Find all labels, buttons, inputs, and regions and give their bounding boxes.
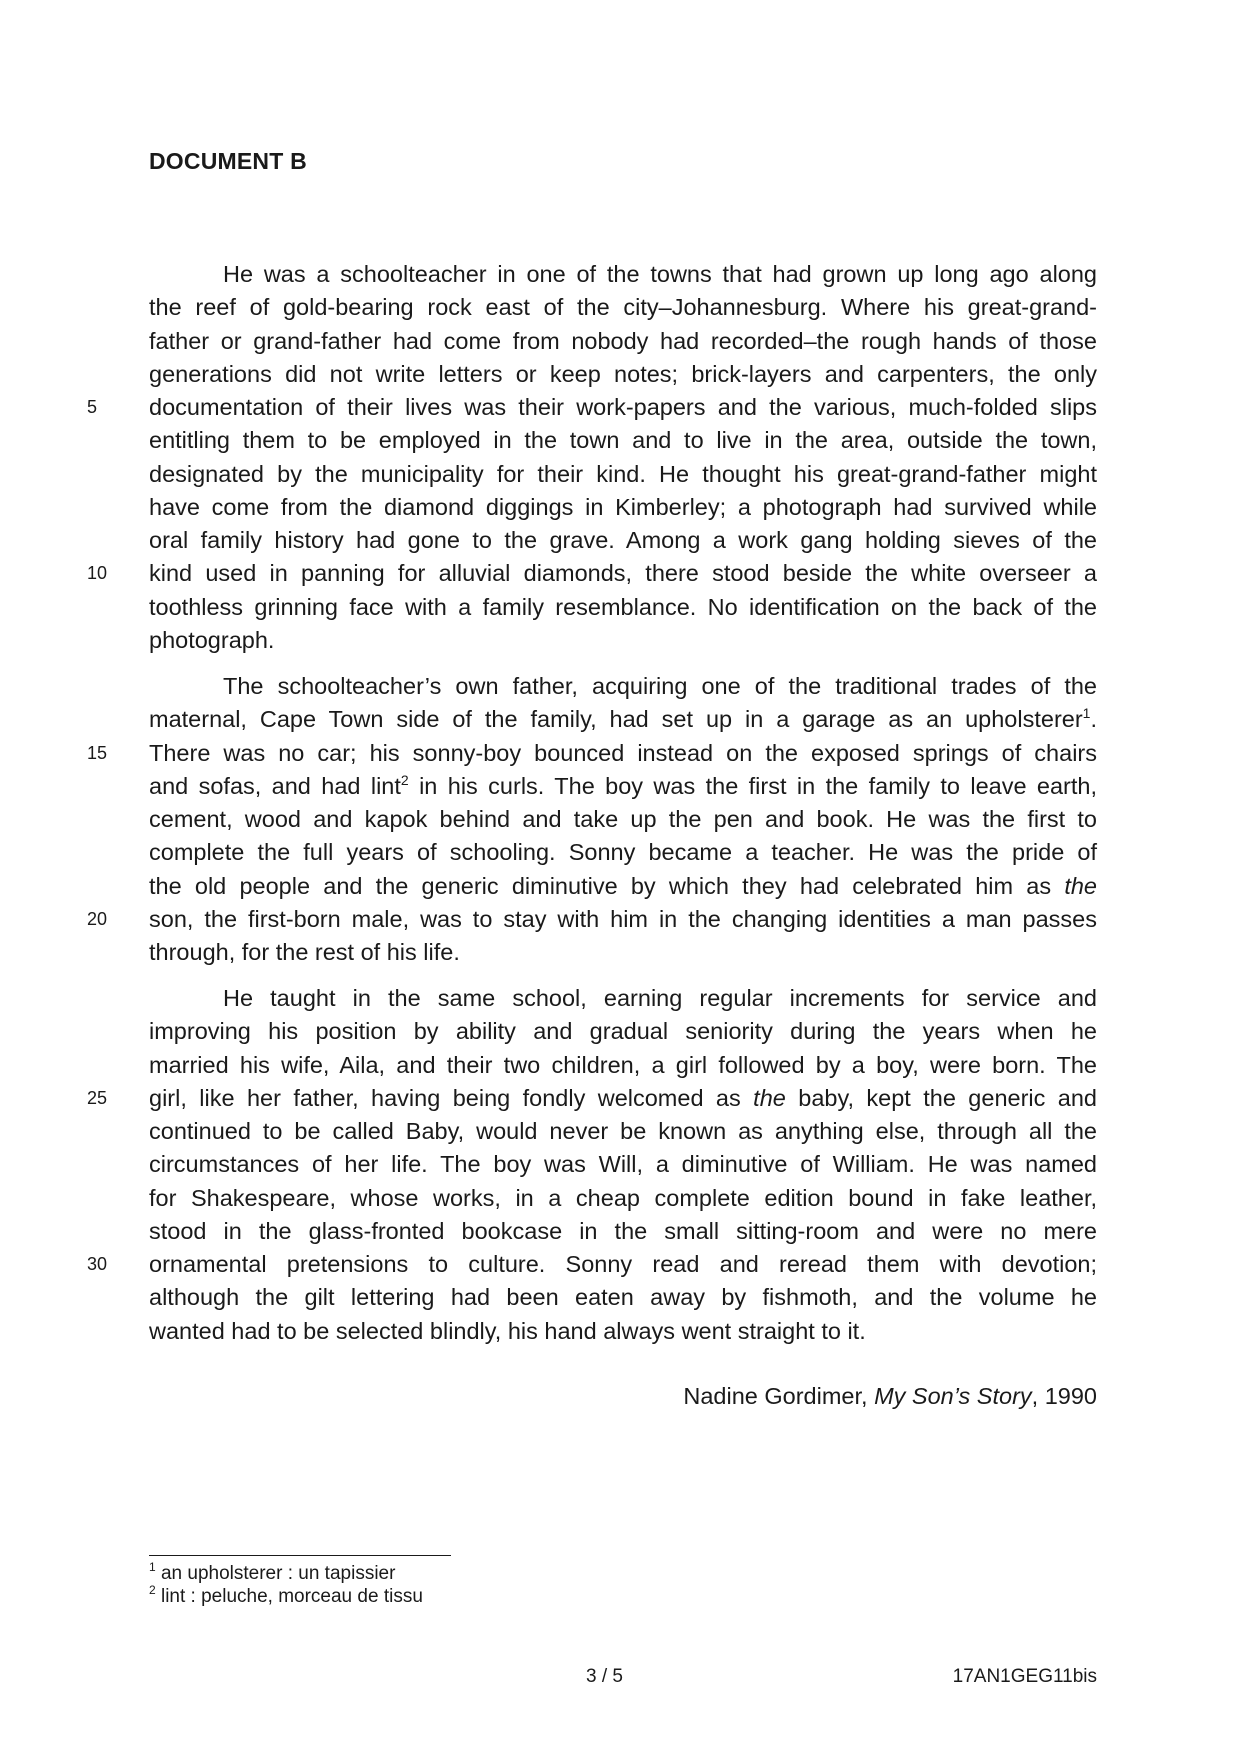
line-text: through, for the rest of his life. — [149, 939, 460, 965]
line-text: girl, like her father, having being fondly welcomed as — [149, 1084, 754, 1111]
line-text: father or grand-father had come from nobody had recorded–the rough hands of those — [149, 327, 1097, 354]
text-line — [149, 358, 1097, 391]
footnote-text: an upholsterer : un tapissier — [155, 1563, 396, 1584]
line-text-continued: . — [1090, 706, 1097, 733]
line-text: He was a schoolteacher in one of the towns that had grown up long ago along — [223, 261, 1097, 287]
line-text: maternal, Cape Town side of the family, had set up in a garage as an upholsterer — [149, 706, 1083, 733]
line-text: continued to be called Baby, would never be known as anything else, through all the — [149, 1118, 1097, 1144]
text-line — [149, 591, 1097, 624]
document-code: 17AN1GEG11bis — [952, 1666, 1097, 1687]
text-line — [149, 524, 1097, 557]
line-text: improving his position by ability and gradual seniority during the years when he — [149, 1018, 1097, 1045]
line-text: toothless grinning face with a family resemblance. No identification on the back of the — [149, 593, 1097, 620]
text-line — [149, 1148, 1097, 1181]
text-line — [149, 624, 1097, 657]
text-line — [149, 803, 1097, 836]
line-number: 20 — [87, 908, 108, 929]
paragraph-1 — [87, 258, 1097, 657]
line-text: generations did not write letters or keep notes; brick-layers and carpenters, the only — [149, 360, 1097, 387]
line-text: the old people and the generic diminutive by which they had celebrated him as — [149, 872, 1052, 899]
footnote — [149, 1562, 423, 1585]
text-line — [149, 424, 1097, 457]
footnote-text: lint : peluche, morceau de tissu — [155, 1586, 423, 1607]
line-text: have come from the diamond diggings in Kimberley; a photograph had survived while — [149, 493, 1097, 520]
text-line — [149, 870, 1097, 903]
line-text: There was no car; his sonny-boy bounced instead on the exposed springs of chairs — [149, 739, 1097, 766]
line-text: photograph. — [149, 626, 275, 653]
line-text: and sofas, and had lint — [149, 772, 401, 799]
citation-title: My Son’s Story — [874, 1383, 1032, 1409]
footnotes — [149, 1562, 423, 1608]
text-line — [149, 670, 1097, 703]
line-number: 30 — [87, 1254, 108, 1274]
text-line — [87, 557, 1097, 590]
citation-author: Nadine Gordimer, — [683, 1383, 875, 1409]
line-number: 10 — [87, 563, 108, 584]
line-text: the reef of gold-bearing rock east of the city–Johannesburg. Where his great-grand- — [149, 294, 1097, 321]
text-line — [149, 1049, 1097, 1082]
text-line — [149, 982, 1097, 1015]
line-text: oral family history had gone to the grave. Among a work gang holding sieves of the — [149, 527, 1097, 553]
text-line — [149, 325, 1097, 358]
paragraph-3 — [87, 982, 1097, 1348]
paragraph-2 — [87, 670, 1098, 969]
line-text: stood in the glass-fronted bookcase in the small sitting-room and were no mere — [149, 1217, 1097, 1244]
line-text: He taught in the same school, earning regular increments for service and — [223, 985, 1097, 1011]
text-line — [149, 258, 1097, 291]
text-line — [149, 836, 1097, 869]
text-line — [149, 936, 1097, 969]
line-text: circumstances of her life. The boy was Will, a diminutive of William. He was named — [149, 1151, 1097, 1178]
line-text: entitling them to be employed in the town and to live in the area, outside the town, — [149, 427, 1097, 454]
text-line — [149, 1281, 1097, 1314]
line-text: married his wife, Aila, and their two children, a girl followed by a boy, were born. The — [149, 1051, 1097, 1078]
line-number: 25 — [87, 1087, 108, 1108]
text-line — [87, 391, 1097, 424]
footnote-divider — [149, 1555, 451, 1556]
footnote — [149, 1585, 423, 1608]
footnote-mark: 2 — [149, 1583, 156, 1597]
text-line — [87, 1248, 1097, 1281]
citation-year: , 1990 — [1031, 1383, 1097, 1409]
text-line — [149, 291, 1097, 324]
line-text: kind used in panning for alluvial diamonds, there stood beside the white overseer a — [149, 560, 1097, 587]
emphasis: the — [1064, 872, 1097, 899]
text-line — [87, 903, 1097, 936]
document-heading: DOCUMENT B — [149, 148, 307, 174]
line-text-continued: in his curls. The boy was the first in the family to leave earth, — [408, 772, 1098, 799]
footnote-reference: 2 — [400, 771, 409, 788]
text-line — [149, 491, 1097, 524]
text-line — [149, 703, 1097, 736]
text-line — [149, 1215, 1097, 1248]
line-text-continued: baby, kept the generic and — [785, 1084, 1097, 1111]
line-text: designated by the municipality for their kind. He thought his great-grand-father might — [149, 460, 1097, 487]
line-text: documentation of their lives was their work-papers and the various, much-folded slips — [149, 394, 1097, 420]
text-line — [149, 458, 1097, 491]
text-line — [149, 1315, 1097, 1348]
text-line — [149, 1182, 1097, 1215]
text-line — [149, 770, 1097, 803]
footnote-reference: 1 — [1082, 705, 1091, 722]
line-text: cement, wood and kapok behind and take up the pen and book. He was the first to — [149, 806, 1097, 832]
text-line — [87, 1082, 1097, 1115]
citation — [683, 1383, 1097, 1410]
emphasis: the — [753, 1084, 786, 1111]
line-text: son, the first-born male, was to stay with him in the changing identities a man passes — [149, 905, 1097, 932]
text-line — [149, 1115, 1097, 1148]
text-line — [149, 1015, 1097, 1048]
page-number: 3 / 5 — [586, 1666, 623, 1687]
line-text: wanted had to be selected blindly, his hand always went straight to it. — [149, 1317, 866, 1344]
line-text: ornamental pretensions to culture. Sonny read and reread them with devotion; — [149, 1251, 1097, 1277]
line-text: for Shakespeare, whose works, in a cheap complete edition bound in fake leather, — [149, 1184, 1097, 1211]
line-text: although the gilt lettering had been eaten away by fishmoth, and the volume he — [149, 1284, 1097, 1311]
text-line — [87, 737, 1097, 770]
line-text: The schoolteacher’s own father, acquiring one of the traditional trades of the — [223, 673, 1097, 699]
line-number: 5 — [87, 397, 98, 417]
footnote-mark: 1 — [149, 1560, 156, 1574]
line-number: 15 — [87, 742, 108, 763]
line-text: complete the full years of schooling. Sonny became a teacher. He was the pride of — [149, 839, 1097, 866]
